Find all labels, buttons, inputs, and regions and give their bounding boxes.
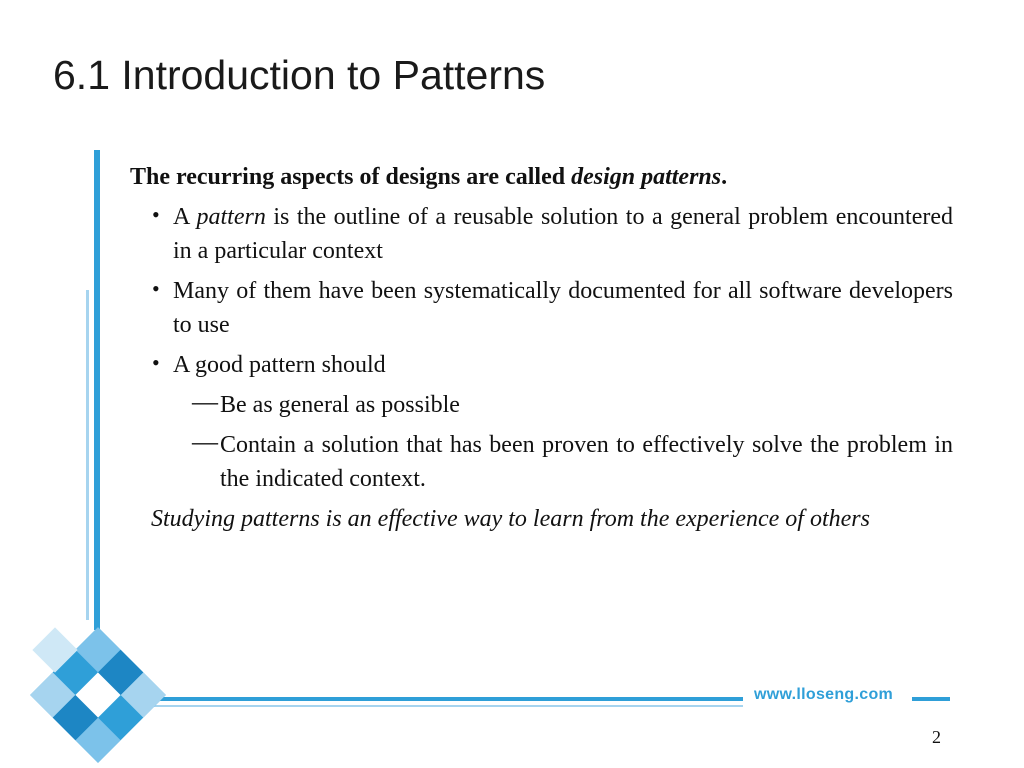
footer-url[interactable]: www.lloseng.com xyxy=(754,686,894,703)
closing-text: Studying patterns is an effective way to learn from the experience of others xyxy=(151,506,870,532)
slide-title: 6.1 Introduction to Patterns xyxy=(53,52,546,98)
sub-bullet-text: Be as general as possible xyxy=(220,392,460,418)
dash-mark: — xyxy=(192,427,218,456)
bullet-mark: • xyxy=(152,202,160,227)
bullet-text: A good pattern should xyxy=(173,352,386,378)
lead-end: . xyxy=(721,164,728,190)
bullet-item xyxy=(130,348,953,382)
page-number: 2 xyxy=(932,727,941,747)
lead-emphasis: design patterns xyxy=(571,164,722,190)
bottom-accent-tail xyxy=(912,697,950,701)
bullet-mark: • xyxy=(152,350,160,375)
closing-statement xyxy=(130,502,953,536)
bullet-item xyxy=(130,200,953,268)
sub-bullet-text: Contain a solution that has been proven to effectively solve the problem in the indicated context. xyxy=(220,432,953,492)
bullet-text-pre: A xyxy=(173,204,197,230)
dash-mark: — xyxy=(192,387,218,416)
lead-sentence xyxy=(130,160,953,194)
bullet-text-italic: pattern xyxy=(196,204,266,230)
sub-bullet-item xyxy=(130,428,953,496)
bottom-accent-bar xyxy=(150,697,743,701)
left-accent-bar xyxy=(94,150,100,630)
bullet-item xyxy=(130,274,953,342)
sub-bullet-item xyxy=(130,388,953,422)
bottom-accent-bar-light xyxy=(150,705,743,707)
slide-body xyxy=(130,160,953,536)
lead-text: The recurring aspects of designs are called xyxy=(130,164,572,190)
bullet-mark: • xyxy=(152,276,160,301)
bullet-text-post: is the outline of a reusable solution to a general problem encountered in a particular context xyxy=(173,204,953,264)
left-accent-bar-light xyxy=(86,290,89,620)
bullet-text: Many of them have been systematically documented for all software developers to use xyxy=(173,278,953,338)
